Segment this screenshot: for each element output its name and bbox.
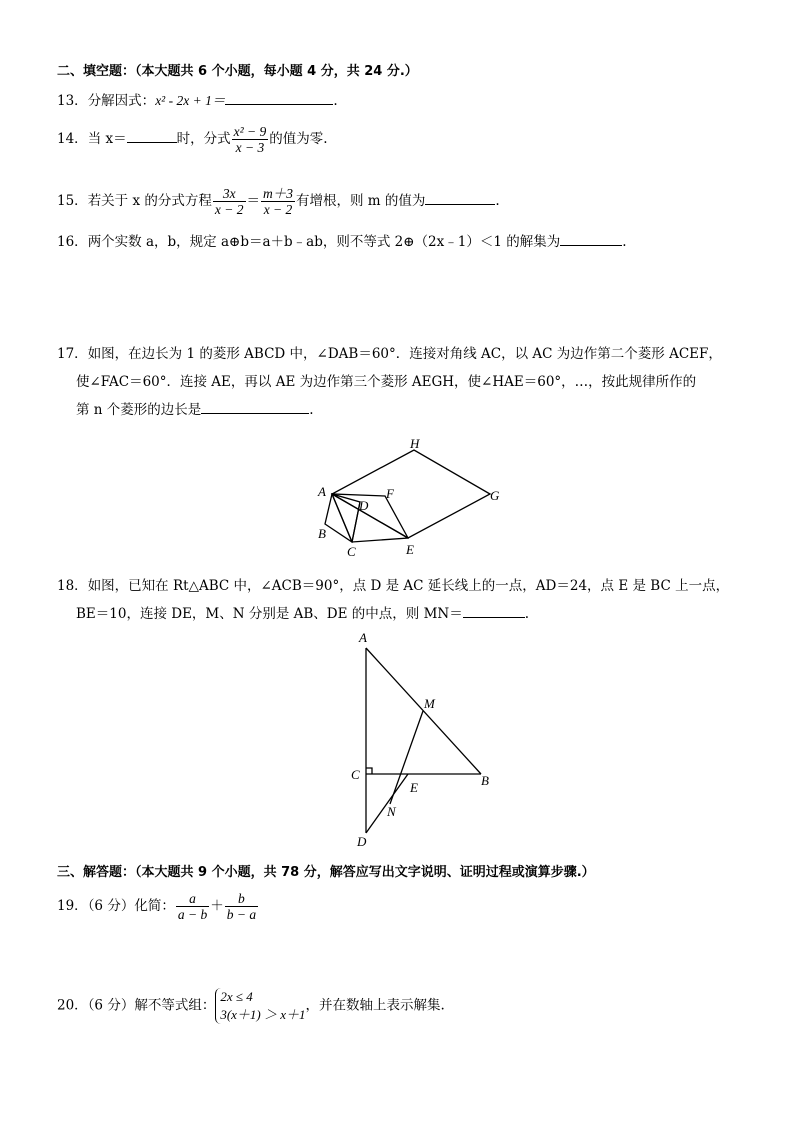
label-f: F <box>386 486 394 501</box>
fraction-right <box>261 186 295 217</box>
question-number: 20． <box>57 997 88 1014</box>
question-score: （6 分）解不等式组： <box>87 997 216 1014</box>
period: . <box>524 606 530 622</box>
answer-blank[interactable] <box>425 190 495 205</box>
period: . <box>495 193 500 209</box>
question-text: 时，分式 <box>176 131 231 147</box>
denominator: a − b <box>177 907 208 922</box>
label-a: A <box>359 630 367 645</box>
label-g: G <box>490 488 500 503</box>
numerator: m＋3 <box>263 186 293 201</box>
question-text: 当 x＝ <box>87 131 127 147</box>
question-17 <box>57 340 722 424</box>
plus-sign: ＋ <box>210 898 224 914</box>
question-number: 13． <box>57 93 88 109</box>
question-14 <box>57 124 328 155</box>
denominator: x − 3 <box>235 140 265 155</box>
period: . <box>333 93 338 109</box>
question-text-line2: 使∠FAC＝60°．连接 AE，再以 AE 为边作第三个菱形 AEGH，使∠HAE＝60°，…，按此规律所作的 <box>76 374 697 390</box>
label-e: E <box>410 780 418 795</box>
question-text-line3: 第 n 个菱形的边长是 <box>76 402 202 418</box>
inequality-2: 3(x＋1) ＞ x＋1 <box>220 1007 306 1022</box>
label-c: C <box>347 544 356 559</box>
question-number: 19． <box>57 898 88 914</box>
label-d: D <box>357 834 367 849</box>
question-score: （6 分）化简： <box>87 898 175 914</box>
question-19 <box>57 891 259 922</box>
denominator: x − 2 <box>263 202 293 217</box>
numerator: a <box>176 891 209 907</box>
question-20 <box>57 988 445 1024</box>
question-13 <box>57 89 338 109</box>
label-a: A <box>318 484 326 499</box>
answer-blank[interactable] <box>225 90 333 105</box>
segment-mn <box>390 711 423 804</box>
question-text: 若关于 x 的分式方程 <box>87 193 212 209</box>
section-title-answer: 三、解答题：（本大题共 9 个小题，共 78 分，解答应写出文字说明、证明过程或演算步骤.） <box>57 865 595 880</box>
question-text: 分解因式： <box>87 93 156 109</box>
question-text-line2: BE＝10，连接 DE，M、N 分别是 AB、DE 的中点，则 MN＝ <box>76 606 463 622</box>
section-title-fill-blank: 二、填空题：（本大题共 6 个小题，每小题 4 分，共 24 分.） <box>57 64 418 79</box>
question-18 <box>57 572 729 628</box>
denominator: b − a <box>226 907 257 922</box>
question-number: 15． <box>57 193 88 209</box>
question-number: 14． <box>57 131 88 147</box>
numerator: x² − 9 <box>233 124 267 139</box>
question-16 <box>57 230 627 250</box>
equals-sign: ＝ <box>246 193 260 209</box>
right-triangle-figure <box>345 628 500 850</box>
rhombus-figure <box>310 430 510 560</box>
question-text: 有增根，则 m 的值为 <box>296 193 426 209</box>
period: . <box>622 234 627 250</box>
fraction-left <box>176 891 209 922</box>
right-angle-mark <box>366 768 372 774</box>
question-number: 18． <box>57 578 88 594</box>
inequality-1: 2x ≤ 4 <box>220 989 253 1004</box>
expression: x² - 2x + 1＝ <box>155 93 226 108</box>
label-b: B <box>318 526 326 541</box>
label-b: B <box>481 773 489 788</box>
answer-blank[interactable] <box>201 399 309 414</box>
answer-blank[interactable] <box>127 128 177 143</box>
question-text: 的值为零. <box>269 131 328 147</box>
numerator: 3x <box>213 186 246 202</box>
label-d: D <box>359 498 369 513</box>
segment-ab <box>366 648 481 774</box>
label-e: E <box>406 542 414 557</box>
question-text-line1: 如图，在边长为 1 的菱形 ABCD 中，∠DAB＝60°．连接对角线 AC，以 AC 为边作第二个菱形 ACEF， <box>87 346 722 362</box>
fraction-right <box>225 891 258 922</box>
question-number: 16． <box>57 234 88 250</box>
denominator: x − 2 <box>214 202 244 217</box>
question-text: 两个实数 a，b，规定 a⊕b＝a＋b﹣ab，则不等式 2⊕（2x﹣1）＜1 的解集为 <box>87 234 561 250</box>
question-number: 17． <box>57 346 88 362</box>
label-n: N <box>387 804 396 819</box>
question-text: ，并在数轴上表示解集. <box>305 997 445 1014</box>
period: . <box>309 402 314 418</box>
answer-blank[interactable] <box>463 603 525 618</box>
label-h: H <box>410 436 420 451</box>
numerator: b <box>225 891 258 907</box>
question-text-line1: 如图，已知在 Rt△ABC 中，∠ACB＝90°，点 D 是 AC 延长线上的一点，AD＝24，点 E 是 BC 上一点， <box>87 578 730 594</box>
label-c: C <box>351 767 360 782</box>
label-m: M <box>424 696 435 711</box>
question-15 <box>57 186 500 217</box>
answer-blank[interactable] <box>560 231 622 246</box>
inequality-system <box>215 988 305 1024</box>
fraction <box>232 124 269 155</box>
fraction-left <box>213 186 246 217</box>
